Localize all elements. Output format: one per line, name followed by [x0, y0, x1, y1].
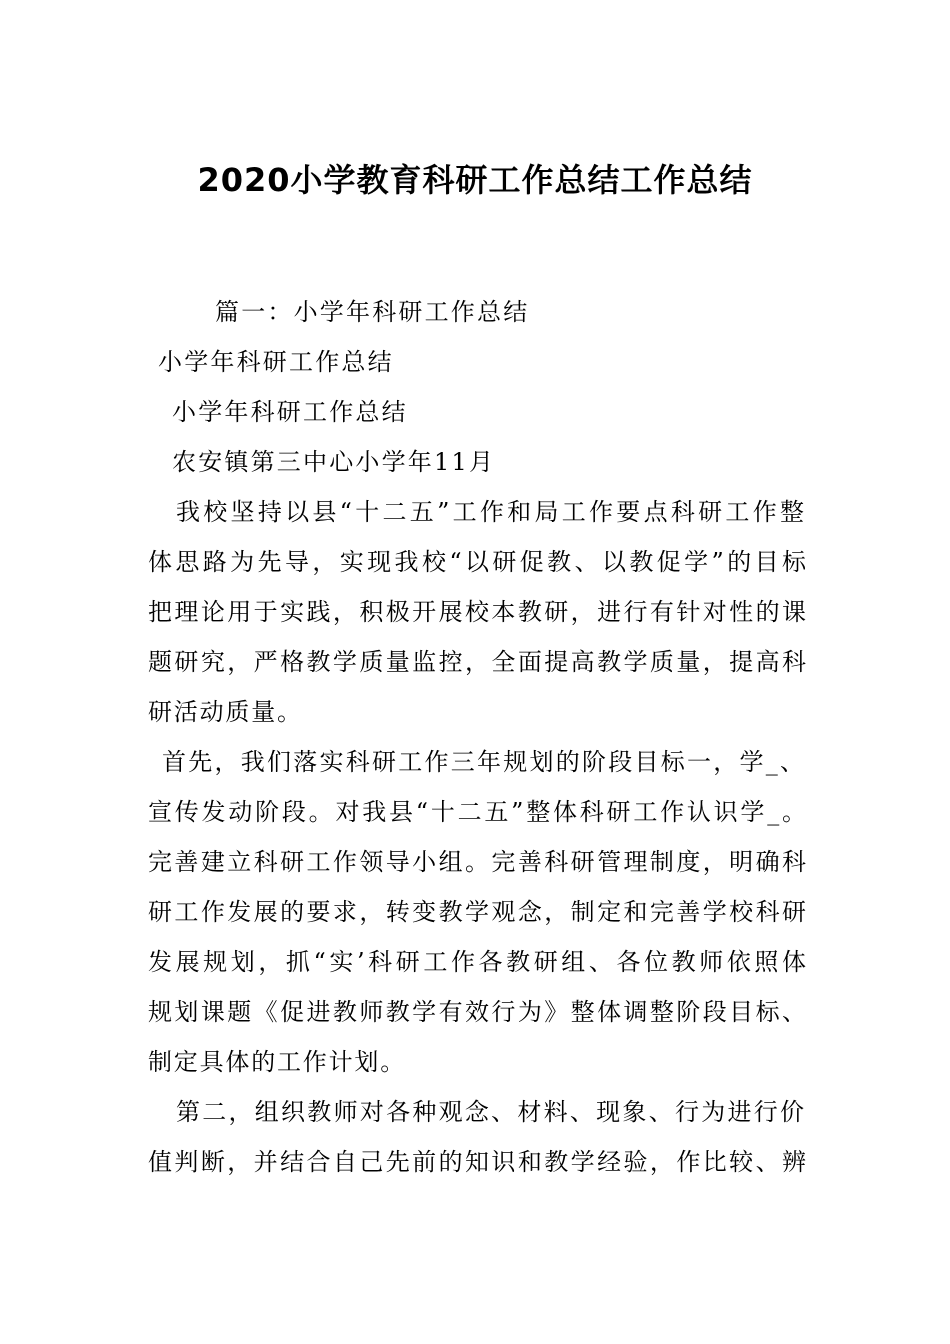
paragraph-line: 发展规划，抓“实’科研工作各教研组、各位教师依照体 — [148, 948, 806, 976]
paragraph-line: 把理论用于实践，积极开展校本教研，进行有针对性的课 — [148, 598, 806, 626]
document-title: 2020小学教育科研工作总结工作总结 — [197, 161, 753, 199]
paragraph-line: 小学年科研工作总结 — [172, 398, 408, 426]
paragraph-line: 体思路为先导，实现我校“以研促教、以教促学”的目标 — [148, 548, 806, 576]
paragraph-line: 宣传发动阶段。对我县“十二五”整体科研工作认识学_。 — [148, 798, 806, 826]
paragraph-line: 制定具体的工作计划。 — [148, 1048, 406, 1076]
paragraph-line: 规划课题《促进教师教学有效行为》整体调整阶段目标、 — [148, 998, 806, 1026]
paragraph-line: 我校坚持以县“十二五”工作和局工作要点科研工作整 — [176, 498, 804, 526]
paragraph-line: 小学年科研工作总结 — [158, 348, 394, 376]
paragraph-line: 完善建立科研工作领导小组。完善科研管理制度，明确科 — [148, 848, 806, 876]
paragraph-line: 研工作发展的要求，转变教学观念，制定和完善学校科研 — [148, 898, 806, 926]
paragraph-line: 研活动质量。 — [148, 698, 303, 726]
paragraph-line: 值判断，并结合自己先前的知识和教学经验，作比较、辨 — [148, 1148, 806, 1176]
paragraph-line: 第二，组织教师对各种观念、材料、现象、行为进行价 — [176, 1098, 804, 1126]
section-heading: 篇一：小学年科研工作总结 — [215, 298, 530, 326]
paragraph-line: 首先，我们落实科研工作三年规划的阶段目标一，学_、 — [162, 748, 804, 776]
paragraph-line: 题研究，严格教学质量监控，全面提高教学质量，提高科 — [148, 648, 806, 676]
paragraph-line: 农安镇第三中心小学年11月 — [172, 448, 496, 476]
